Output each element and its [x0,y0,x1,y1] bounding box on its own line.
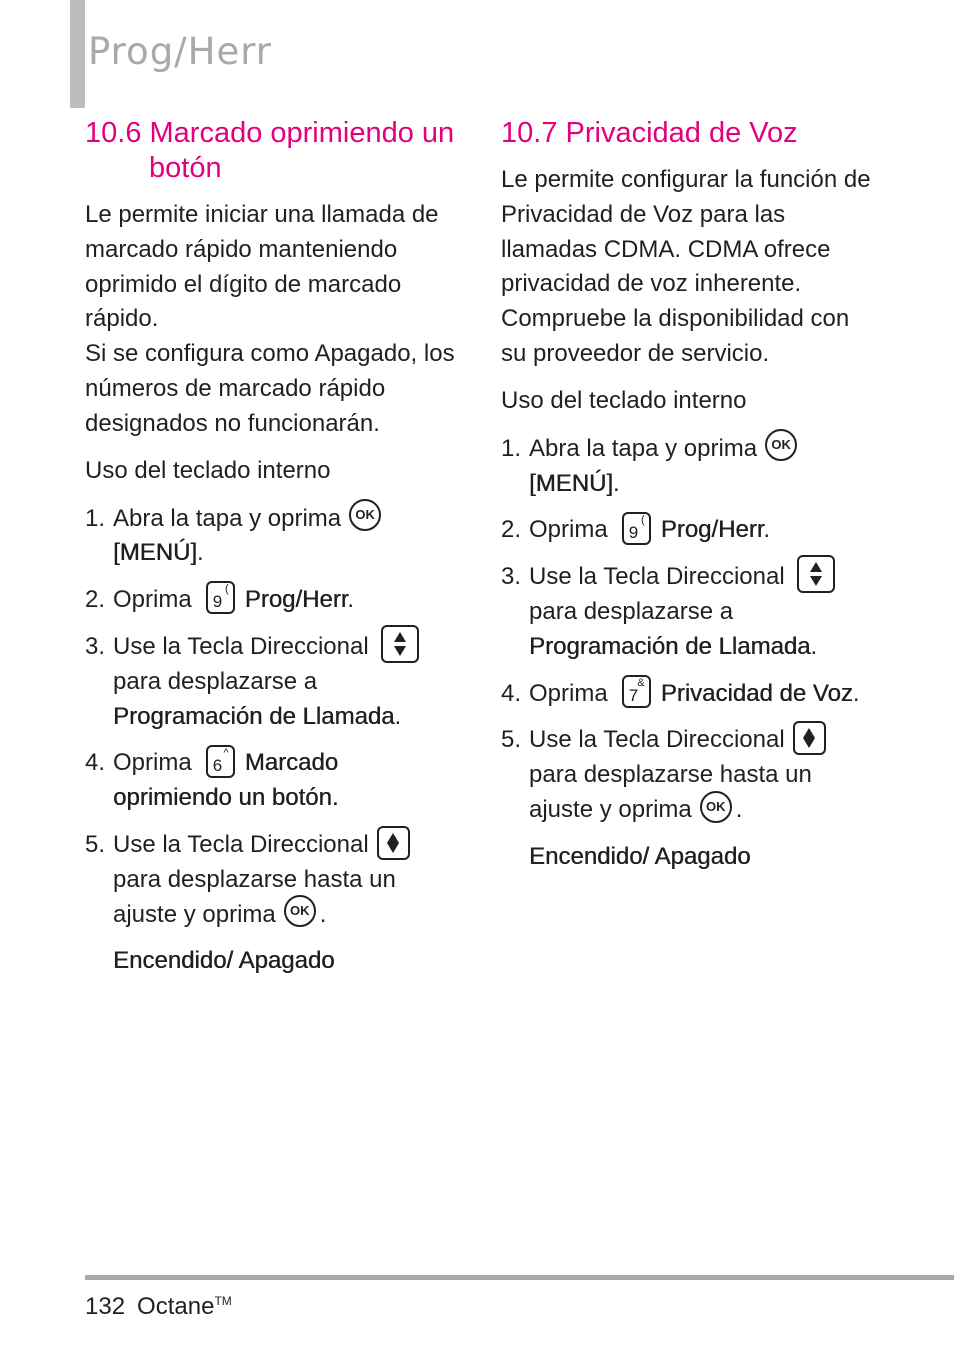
trademark: TM [214,1294,232,1308]
step-item [85,502,460,572]
step-target: [MENÚ] [529,469,613,497]
step-text: Use la Tecla Direccional [529,726,785,754]
step-target: Marcado oprimiendo un botón. [113,749,339,812]
key-label: OK [771,437,791,453]
key-6-icon [206,745,235,778]
step-number: 3. [501,563,522,591]
key-9-icon [206,581,235,614]
key-letters: ( [225,583,229,596]
ok-key-icon [700,791,732,823]
step-target: Prog/Herr [244,586,348,614]
nav-key-icon [797,555,835,593]
step-item [85,630,460,734]
step-number: 2. [501,516,522,544]
step-text: Abra la tapa y oprima [113,504,342,532]
step-text: para desplazarse a [529,597,734,625]
step-punct: . [319,900,327,928]
section-paragraph: Si se configura como Apagado, los números de marcado rápido designados no funcionarán. [85,340,455,437]
brand-name: Octane [137,1293,215,1320]
step-target: [MENÚ] [113,539,197,567]
key-digit: 9 [628,522,639,542]
page-number: 132 [85,1293,126,1320]
step-text: Use la Tecla Direccional [113,830,369,858]
step-number: 5. [85,830,106,858]
setting-options: Encendido/ Apagado [529,842,751,870]
step-text: Abra la tapa y oprima [529,434,758,462]
key-digit: 9 [212,592,223,612]
step-text: Use la Tecla Direccional [113,632,369,660]
step-target: Privacidad de Voz [660,679,853,707]
step-text: Oprima [113,749,192,777]
step-text: Use la Tecla Direccional [529,563,785,591]
key-digit: 6 [212,755,223,775]
step-punct: . [394,702,402,730]
footer-rule [85,1275,954,1280]
step-punct: . [852,679,860,707]
nav-key-icon [381,625,419,663]
step-text: Oprima [529,516,608,544]
step-item [85,583,460,618]
step-text: Oprima [529,679,608,707]
key-label: OK [355,507,375,523]
key-label: OK [706,798,726,814]
step-item [501,677,876,712]
step-punct: . [810,632,818,660]
step-text: para desplazarse hasta un ajuste y oprima [113,865,396,928]
subheading: Uso del teclado interno [85,456,331,484]
step-text: para desplazarse a [113,667,318,695]
section-paragraph: Le permite iniciar una llamada de marcado rápido manteniendo oprimido el dígito de marcado rápido. [85,201,439,333]
key-letters: & [637,676,645,689]
step-number: 2. [85,586,106,614]
section-paragraph: Le permite configurar la función de Privacidad de Voz para las llamadas CDMA. CDMA ofrece privacidad de voz inherente. Compruebe la disponibilidad con su proveedor de servicio. [501,166,871,367]
key-7-icon [622,675,651,708]
key-9-icon [622,512,651,545]
section-heading: 10.6 Marcado oprimiendo un botón [85,117,455,184]
step-number: 1. [85,504,106,532]
step-item [85,828,460,932]
section-heading: 10.7 Privacidad de Voz [501,117,798,149]
step-target: Programación de Llamada [113,702,395,730]
page-title: Prog/Herr [88,30,273,73]
step-item [501,513,876,548]
key-letters: ^ [223,746,229,759]
step-item [501,723,876,827]
key-label: OK [290,903,310,919]
step-number: 1. [501,434,522,462]
step-number: 3. [85,632,106,660]
step-text: para desplazarse hasta un ajuste y oprima [529,761,812,823]
step-number: 5. [501,726,522,754]
key-digit: 7 [628,685,639,705]
step-number: 4. [501,679,522,707]
nav-key-icon [793,721,826,755]
nav-key-icon [377,826,410,860]
step-punct: . [197,539,204,567]
key-letters: ( [641,513,645,526]
step-target: Prog/Herr [660,516,764,544]
step-punct: . [347,586,355,614]
ok-key-icon [349,499,381,531]
page-footer [85,1292,232,1322]
step-target: Programación de Llamada [529,632,811,660]
subheading: Uso del teclado interno [501,386,747,414]
ok-key-icon [284,895,316,927]
step-punct: . [613,469,620,497]
header-bar [70,0,85,108]
setting-options: Encendido/ Apagado [113,947,335,975]
step-punct: . [735,795,743,823]
step-item [501,432,876,502]
ok-key-icon [765,429,797,461]
section-speed-dial [85,116,460,978]
step-item [85,746,460,816]
step-number: 4. [85,749,106,777]
step-item [501,560,876,664]
section-voice-privacy [501,116,876,874]
step-text: Oprima [113,586,192,614]
step-punct: . [763,516,771,544]
